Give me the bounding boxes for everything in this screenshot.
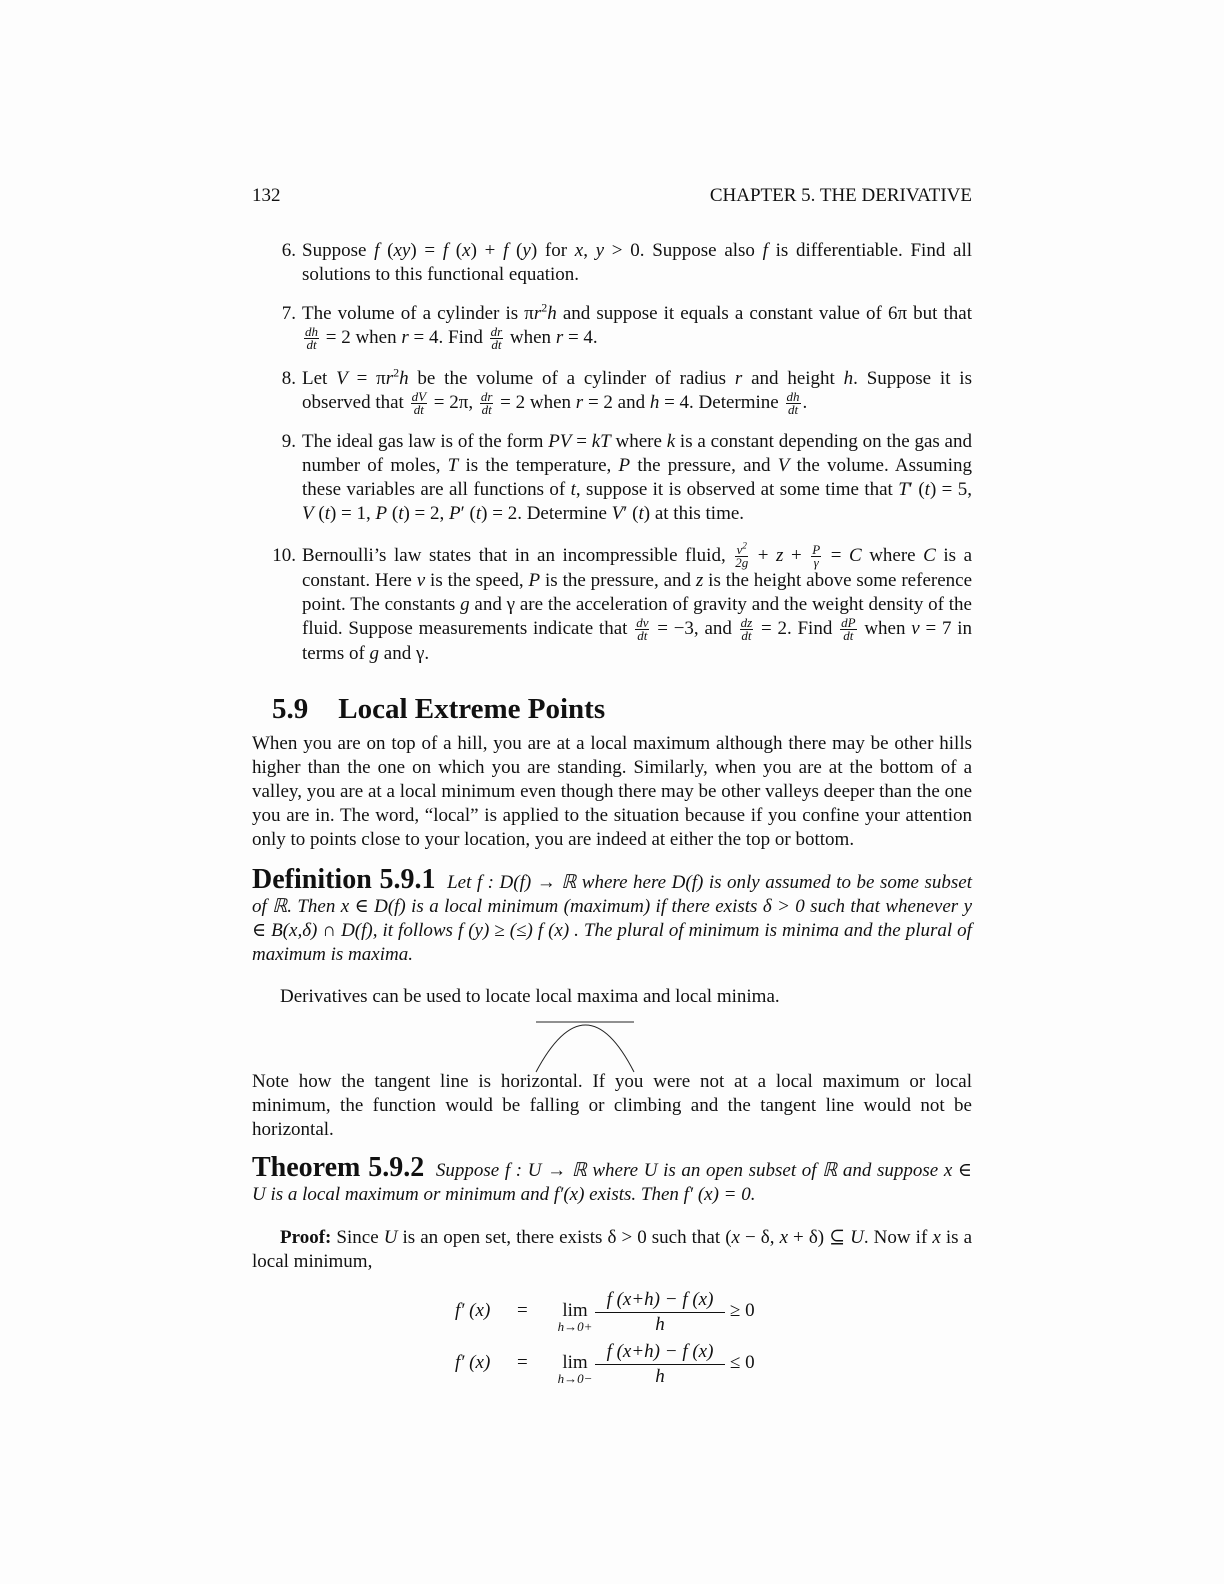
proof-label: Proof: bbox=[280, 1227, 332, 1248]
problem-number: 10. bbox=[272, 545, 296, 566]
problem-number: 6. bbox=[281, 240, 296, 261]
equation-lhs: f′ (x) bbox=[455, 1352, 491, 1373]
definition-5-9-1: Definition 5.9.1 Let f : D(f) → ℝ where here D(f) is only assumed to be some subset of ℝ. Then x ∈ D(f) is a local minimum (maximum) if there exists δ > 0 such that whenever y ∈ B(x,δ) ∩ D(f), it follows f (y) ≥ (≤) f (x) . The plural of minimum is minima and the plural of maximum is maxima. bbox=[252, 864, 973, 965]
problem-10 bbox=[252, 540, 973, 666]
difference-quotient bbox=[595, 1340, 725, 1389]
problem-number: 7. bbox=[281, 303, 296, 324]
chapter-title: CHAPTER 5. THE DERIVATIVE bbox=[709, 185, 972, 206]
equation-right-limit bbox=[455, 1288, 795, 1340]
problem-text: Bernoulli’s law states that in an incompressible fluid, $\frac{v^2}{2g}$ + z + $\frac{P}{\gamma}$ = C where C is a constant. Here v is the speed, P is the pressure, and z is the height above some reference point. The constants g and γ are the acceleration of gravity and the weight density of the fluid. Suppose measurements indicate that $\frac{dv}{dt}$ = −3, and $\frac{dz}{dt}$ = 2. Find $\frac{dP}{dt}$ when v = 7 in terms of g and γ. bbox=[302, 540, 973, 665]
problem-6 bbox=[252, 239, 972, 287]
equation-lhs: f′ (x) bbox=[455, 1300, 491, 1321]
hill-curve bbox=[536, 1025, 634, 1072]
problem-number: 9. bbox=[281, 431, 296, 452]
problem-text: Suppose f (xy) = f (x) + f (y) for x, y > 0. Suppose also f is differentiable. Find all solutions to this functional equation. bbox=[302, 240, 973, 285]
section-heading bbox=[272, 693, 605, 726]
problem-8 bbox=[252, 367, 972, 416]
section-intro: When you are on top of a hill, you are at a local maximum although there may be other hills higher than the one on which you are standing. Similarly, when you are at the bottom of a valley, you are at a local minimum even though there may be other valleys deeper than the one you are in. The word, “local” is applied to the situation because if you confine your attention only to points close to your location, you are indeed at either the top or bottom. bbox=[252, 733, 972, 850]
problem-text: The ideal gas law is of the form PV = kT where k is a constant depending on the gas and number of moles, T is the temperature, P the pressure, and V the volume. Assuming these variables are all functions of t, suppose it is observed at some time that T′ (t) = 5, V (t) = 1, P (t) = 2, P′ (t) = 2. Determine V′ (t) at this time. bbox=[302, 431, 973, 524]
lim-text: lim bbox=[562, 1352, 588, 1373]
lim-text: lim bbox=[562, 1300, 588, 1321]
lim-subscript: h→0+ bbox=[557, 1319, 593, 1334]
equals-sign: = bbox=[517, 1352, 528, 1373]
difference-quotient bbox=[595, 1288, 725, 1337]
denominator: h bbox=[655, 1366, 665, 1387]
denominator: h bbox=[655, 1314, 665, 1335]
equation-rhs: ≥ 0 bbox=[730, 1300, 755, 1321]
section-title: Local Extreme Points bbox=[338, 693, 606, 725]
section-number: 5.9 bbox=[272, 693, 309, 725]
problem-text: Let $V = \pi r^2h$ be the volume of a cylinder of radius r and height h. Suppose it is observed that $\frac{dV}{dt}$ = 2π, $\frac{dr}{dt}$ = 2 when r = 2 and h = 4. Determine $\frac{dh}{dt}$ . bbox=[302, 365, 972, 418]
running-header bbox=[252, 185, 972, 211]
problem-number: 8. bbox=[281, 368, 296, 389]
numerator: f (x+h) − f (x) bbox=[595, 1340, 725, 1365]
problem-7 bbox=[252, 302, 972, 351]
local-maximum-figure bbox=[532, 1018, 642, 1076]
page-number: 132 bbox=[252, 185, 281, 206]
tangent-note: Note how the tangent line is horizontal. If you were not at a local maximum or local minimum, the function would be falling or climbing and the tangent line would not be horizontal. bbox=[252, 1071, 972, 1140]
equals-sign: = bbox=[517, 1300, 528, 1321]
theorem-5-9-2: Theorem 5.9.2 Suppose f : U → ℝ where U is an open subset of ℝ and suppose x ∈ U is a local maximum or minimum and f′(x) exists. Then f′ (x) = 0. bbox=[252, 1152, 972, 1205]
problem-text: The volume of a cylinder is $\pi r^2h$ and suppose it equals a constant value of 6π but that $\frac{dh}{dt}$ = 2 when r = 4. Find $\frac{dr}{dt}$ when r = 4. bbox=[302, 300, 973, 353]
numerator: f (x+h) − f (x) bbox=[595, 1288, 725, 1313]
lim-subscript: h→0− bbox=[557, 1371, 593, 1386]
equation-left-limit bbox=[455, 1340, 795, 1392]
equation-rhs: ≤ 0 bbox=[730, 1352, 755, 1373]
definition-heading: Definition 5.9.1 bbox=[252, 864, 436, 895]
proof-paragraph: Proof: Since U is an open set, there exists δ > 0 such that (x − δ, x + δ) ⊆ U. Now if x is a local minimum, bbox=[252, 1227, 972, 1272]
limit-operator bbox=[550, 1352, 600, 1386]
limit-operator bbox=[550, 1300, 600, 1334]
problem-9 bbox=[252, 430, 972, 526]
theorem-heading: Theorem 5.9.2 bbox=[252, 1152, 425, 1183]
derivatives-note: Derivatives can be used to locate local maxima and local minima. bbox=[280, 986, 780, 1007]
